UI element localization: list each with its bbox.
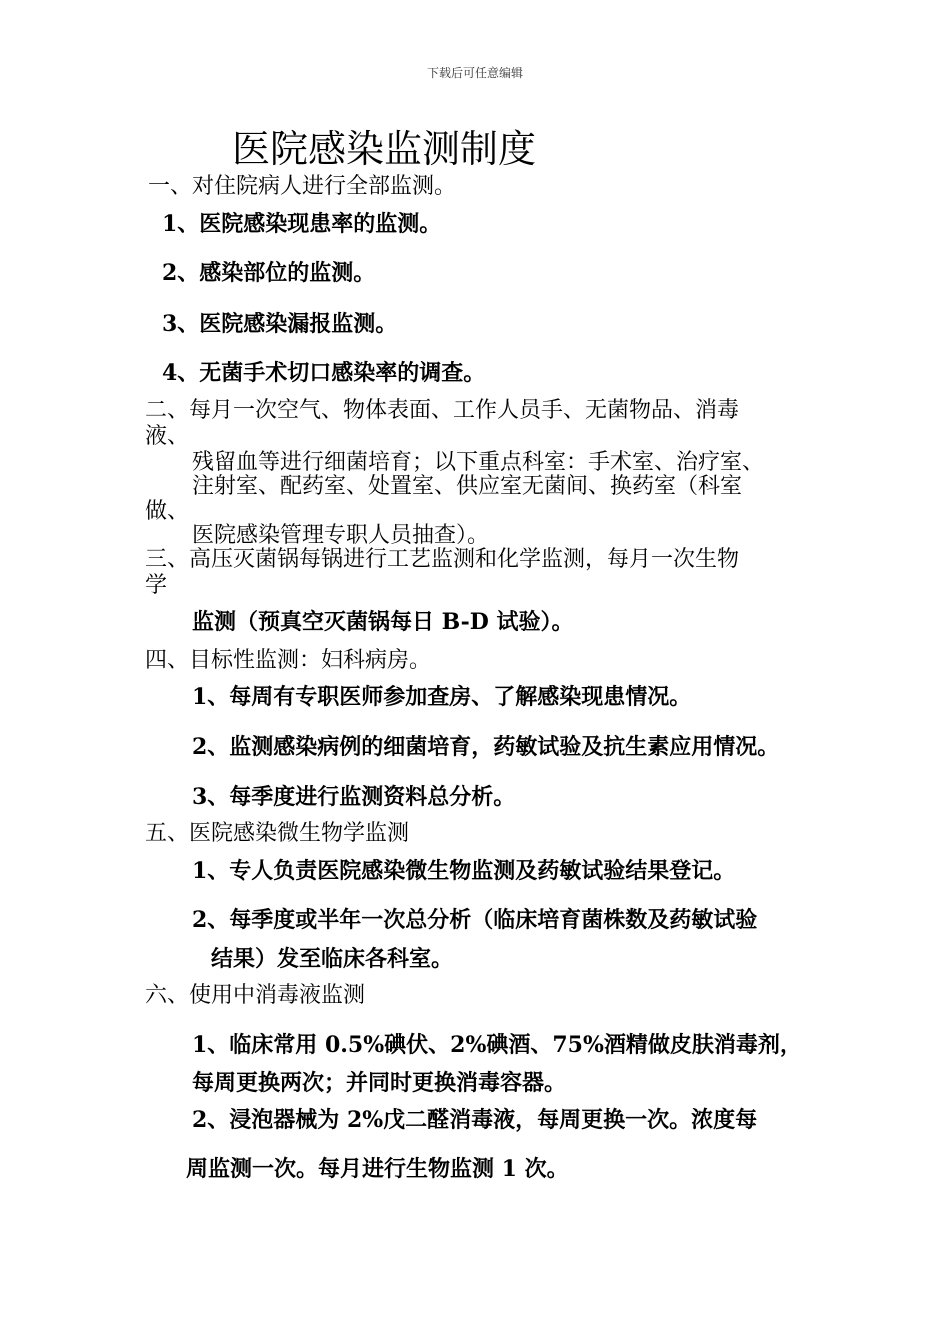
section-6-item-1-line-2: 每周更换两次；并同时更换消毒容器。	[192, 1070, 567, 1096]
page-title: 医院感染监测制度	[232, 127, 537, 171]
section-1-item-4: 4、无菌手术切口感染率的调查。	[162, 360, 486, 386]
section-4-item-1: 1、每周有专职医师参加查房、了解感染现患情况。	[192, 684, 692, 710]
section-4-item-2: 2、监测感染病例的细菌培育，药敏试验及抗生素应用情况。	[192, 734, 780, 760]
section-6-item-2-line-2: 周监测一次。每月进行生物监测 1 次。	[186, 1156, 569, 1182]
section-2-line-4: 注射室、配药室、处置室、供应室无菌间、换药室（科室	[192, 474, 743, 499]
section-1-heading: 一、对住院病人进行全部监测。	[148, 174, 457, 199]
section-5-heading: 五、医院感染微生物学监测	[145, 821, 410, 846]
header-note: 下载后可任意编辑	[426, 66, 523, 80]
section-4-item-3: 3、每季度进行监测资料总分析。	[192, 784, 516, 810]
section-3-line-3: 监测（预真空灭菌锅每日 B-D 试验）。	[192, 609, 574, 635]
section-1-item-1: 1、医院感染现患率的监测。	[162, 211, 442, 237]
section-6-item-2-line-1: 2、浸泡器械为 2%戊二醛消毒液，每周更换一次。浓度每	[192, 1107, 758, 1133]
section-2-line-5: 做、	[145, 499, 190, 524]
section-6-heading: 六、使用中消毒液监测	[145, 983, 366, 1008]
section-2-line-6: 医院感染管理专职人员抽查）。	[192, 523, 490, 548]
section-3-line-2: 学	[145, 573, 168, 598]
section-3-line-1: 三、高压灭菌锅每锅进行工艺监测和化学监测，每月一次生物	[145, 547, 740, 572]
section-1-item-2: 2、感染部位的监测。	[162, 260, 376, 286]
section-2-line-1: 二、每月一次空气、物体表面、工作人员手、无菌物品、消毒	[145, 398, 740, 423]
section-4-heading: 四、目标性监测：妇科病房。	[145, 648, 432, 673]
section-2-line-3: 残留血等进行细菌培育；以下重点科室：手术室、治疗室、	[192, 450, 765, 475]
section-2-line-2: 液、	[145, 424, 190, 449]
section-6-item-1-line-1: 1、临床常用 0.5%碘伏、2%碘酒、75%酒精做皮肤消毒剂，	[192, 1032, 802, 1058]
section-5-item-2-line-1: 2、每季度或半年一次总分析（临床培育菌株数及药敏试验	[192, 907, 758, 933]
section-1-item-3: 3、医院感染漏报监测。	[162, 311, 398, 337]
section-5-item-1: 1、专人负责医院感染微生物监测及药敏试验结果登记。	[192, 858, 736, 884]
section-5-item-2-line-2: 结果）发至临床各科室。	[211, 946, 454, 972]
